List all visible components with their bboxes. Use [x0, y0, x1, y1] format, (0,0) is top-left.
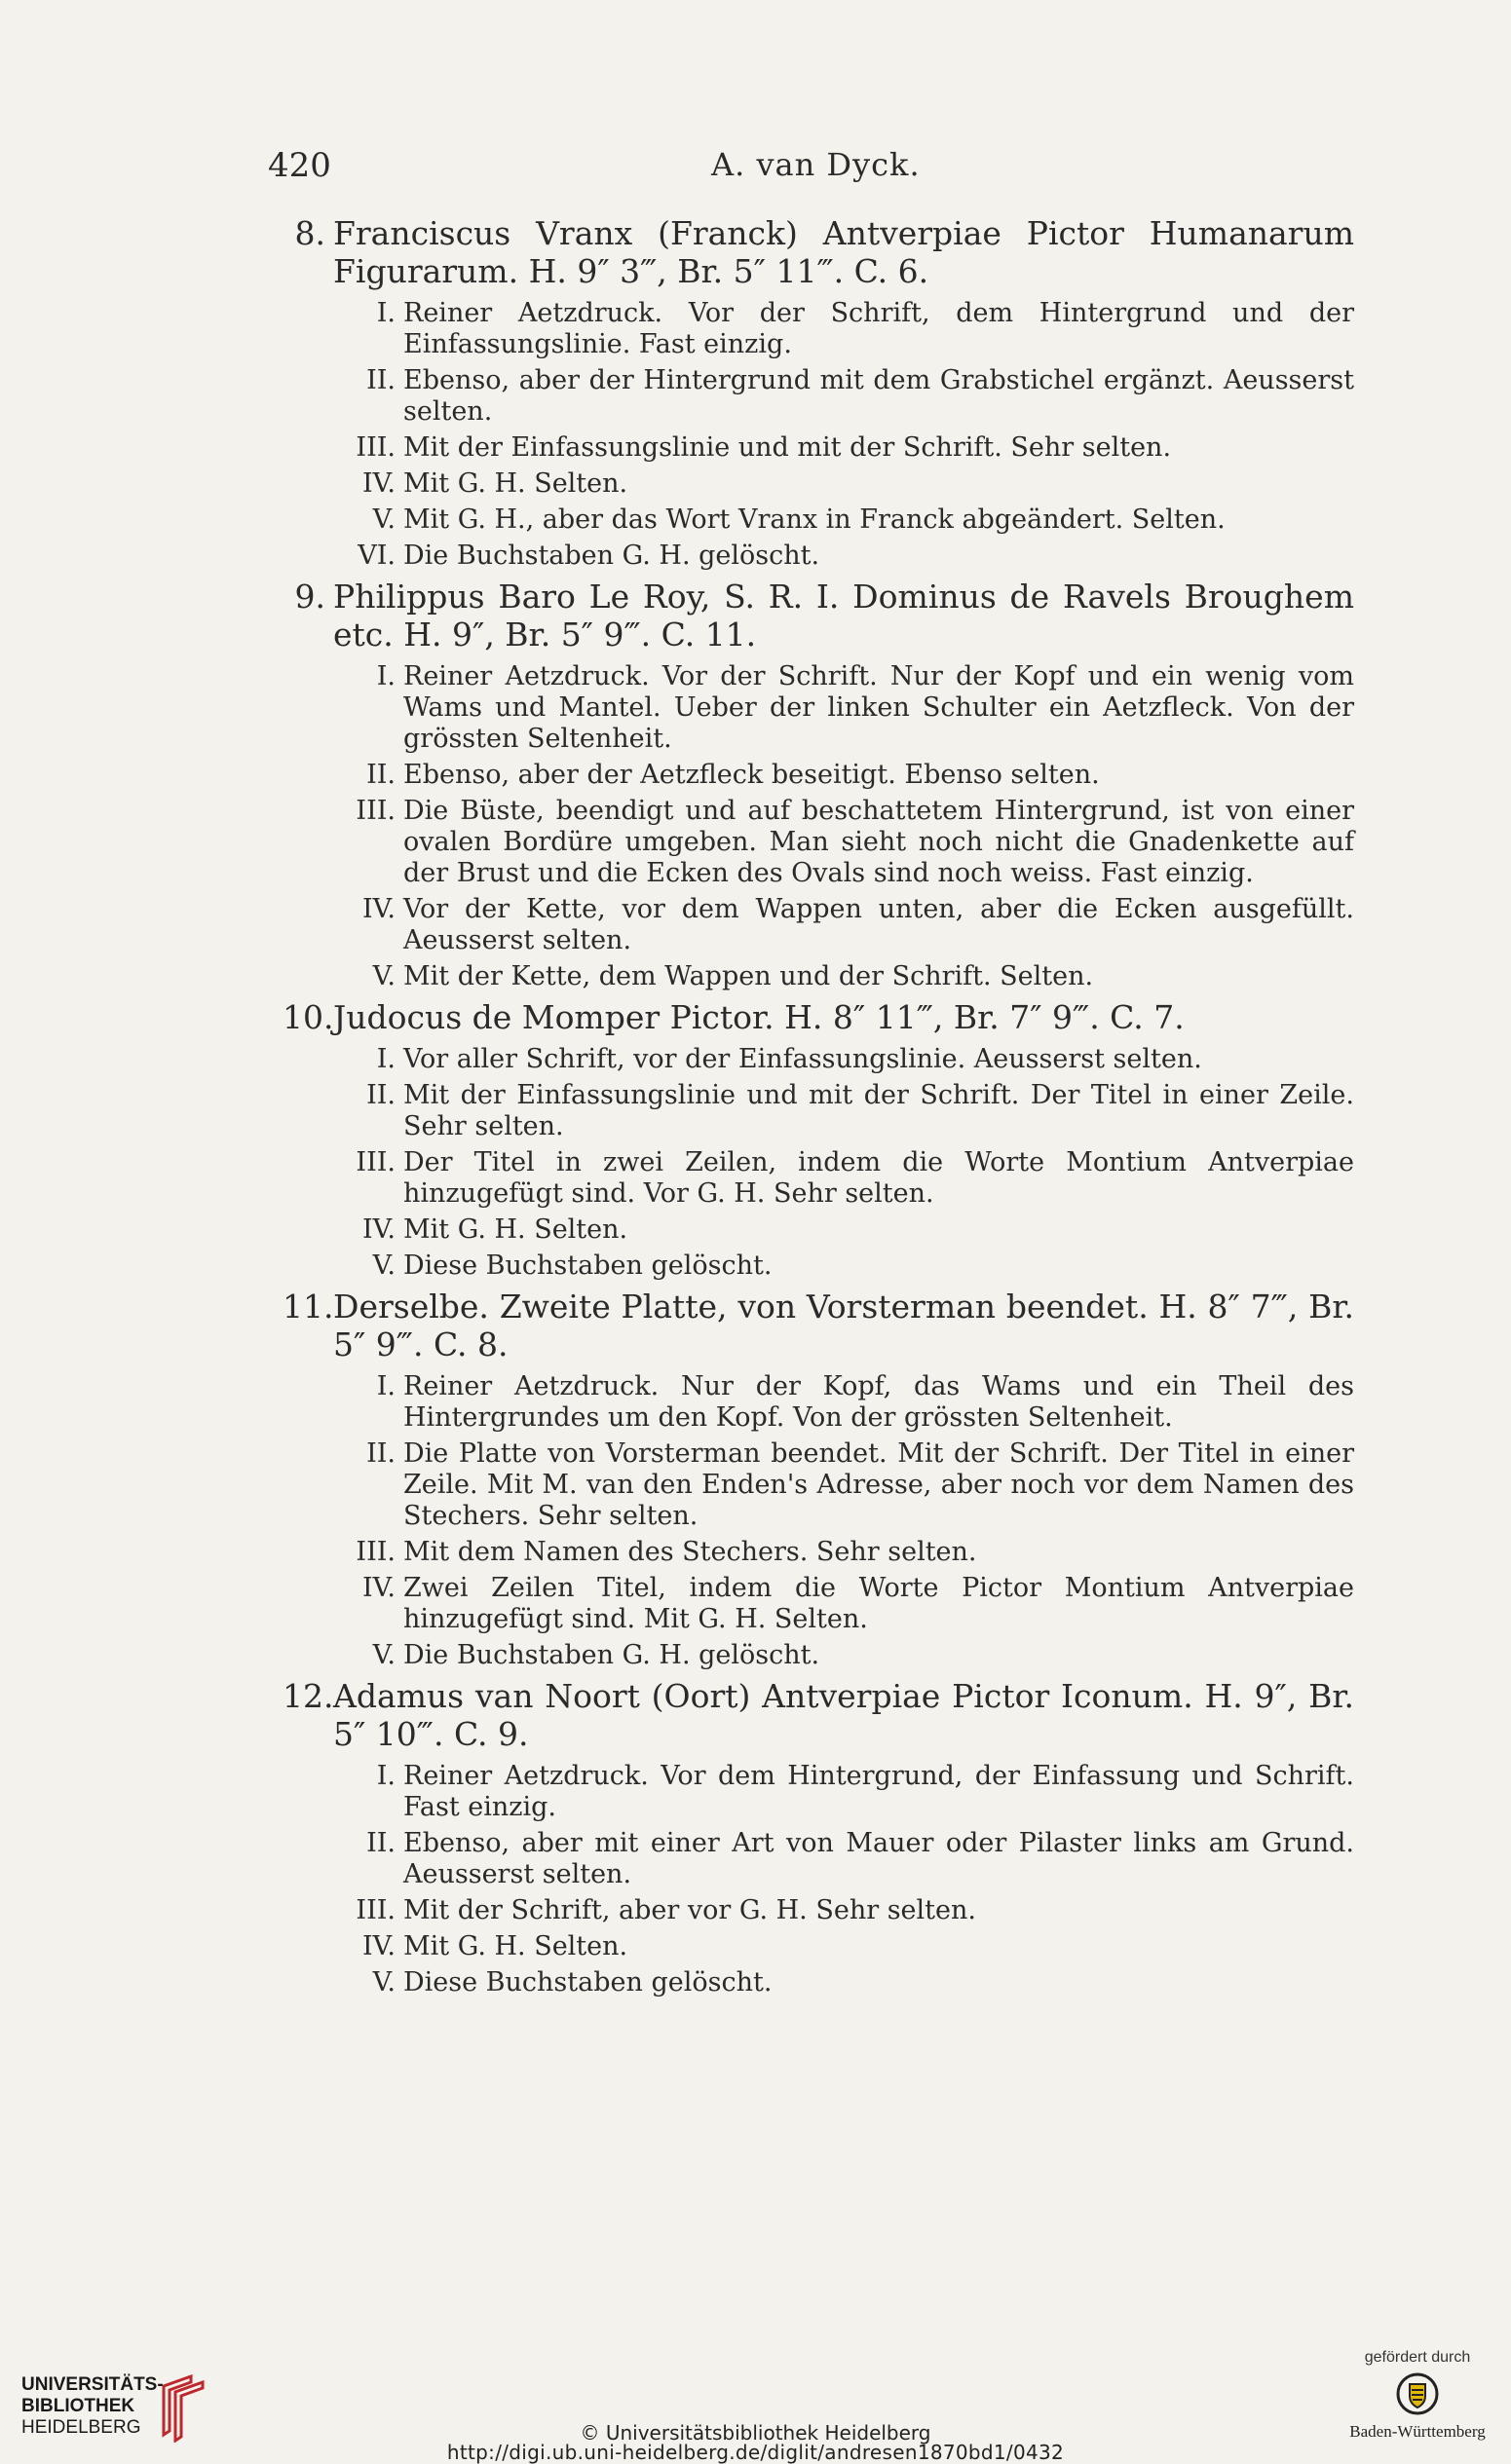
state-text: Ebenso, aber mit einer Art von Mauer oder Pilaster links am Grund. Aeusserst selten. — [403, 1828, 1354, 1889]
state-number: I. — [376, 1761, 396, 1791]
state-line — [283, 1761, 1354, 1823]
entry-number: 8. — [294, 214, 325, 252]
state-text: Zwei Zeilen Titel, indem die Worte Pictor Montium Antverpiae hinzugefügt sind. Mit G. H. Selten. — [403, 1573, 1354, 1634]
state-text: Mit G. H. Selten. — [403, 468, 628, 499]
state-text: Reiner Aetzdruck. Vor der Schrift. Nur der Kopf und ein wenig vom Wams und Mantel. Ueber der linken Schulter ein Aetzfleck. Von der grössten Seltenheit. — [403, 661, 1354, 754]
entry-number: 12. — [283, 1677, 334, 1715]
entry-title-text: Judocus de Momper Pictor. H. 8″ 11‴, Br. 7″ 9‴. C. 7. — [333, 998, 1185, 1036]
state-line — [283, 1080, 1354, 1142]
state-text: Ebenso, aber der Hintergrund mit dem Grabstichel ergänzt. Aeusserst selten. — [403, 365, 1354, 427]
state-line — [283, 1147, 1354, 1210]
state-number: I. — [376, 298, 396, 328]
state-number: II. — [366, 365, 396, 395]
entry-number: 10. — [283, 998, 334, 1036]
state-line — [283, 468, 1354, 500]
state-line — [283, 1214, 1354, 1246]
state-number: III. — [356, 796, 396, 826]
state-number: I. — [376, 661, 396, 691]
sponsor-label: gefördert durch — [1364, 2349, 1471, 2366]
catalogue-entry — [283, 1288, 1354, 1671]
state-number: II. — [366, 1438, 396, 1469]
state-text: Mit der Schrift, aber vor G. H. Sehr selten. — [403, 1895, 976, 1925]
state-line — [283, 1537, 1354, 1568]
state-text: Mit dem Namen des Stechers. Sehr selten. — [403, 1537, 977, 1567]
catalogue-entry — [283, 214, 1354, 572]
sponsor-name: Baden-Württemberg — [1349, 2422, 1486, 2441]
state-number: IV. — [361, 468, 396, 499]
page-number: 420 — [268, 146, 331, 185]
state-line — [283, 1573, 1354, 1635]
entry-title — [283, 998, 1354, 1036]
state-line — [283, 1251, 1354, 1282]
state-line — [283, 661, 1354, 755]
state-line — [283, 796, 1354, 889]
state-number: III. — [356, 1147, 396, 1177]
state-number: II. — [366, 1080, 396, 1110]
state-number: III. — [356, 1537, 396, 1567]
state-number: II. — [366, 760, 396, 790]
copyright-notice: © Universitätsbibliothek Heidelberg — [580, 2421, 931, 2445]
state-line — [283, 298, 1354, 360]
state-line — [283, 541, 1354, 572]
state-number: IV. — [361, 1573, 396, 1603]
catalogue-entries — [283, 214, 1354, 2004]
library-name-line: UNIVERSITÄTS- — [21, 2374, 164, 2395]
state-number: IV. — [361, 1214, 396, 1245]
state-text: Diese Buchstaben gelöscht. — [403, 1967, 773, 1997]
state-line — [283, 961, 1354, 992]
state-line — [283, 1640, 1354, 1671]
state-text: Ebenso, aber der Aetzfleck beseitigt. Ebenso selten. — [403, 760, 1100, 790]
catalogue-entry — [283, 1677, 1354, 1998]
state-line — [283, 894, 1354, 956]
entry-title — [283, 1677, 1354, 1753]
state-coat-of-arms-icon — [1396, 2372, 1439, 2415]
entry-title — [283, 1288, 1354, 1363]
state-text: Mit der Kette, dem Wappen und der Schrift. Selten. — [403, 961, 1094, 991]
sponsor-block[interactable] — [1335, 2349, 1500, 2442]
entry-title — [283, 214, 1354, 290]
library-name-line: HEIDELBERG — [21, 2417, 141, 2438]
state-number: I. — [376, 1371, 396, 1401]
state-text: Die Platte von Vorsterman beendet. Mit der Schrift. Der Titel in einer Zeile. Mit M. van den Enden's Adresse, aber noch vor dem Namen des Stechers. Sehr selten. — [403, 1438, 1354, 1531]
state-number: V. — [372, 1640, 396, 1670]
state-number: V. — [372, 1967, 396, 1997]
state-text: Diese Buchstaben gelöscht. — [403, 1251, 773, 1281]
state-number: V. — [372, 961, 396, 991]
running-head: A. van Dyck. — [711, 146, 921, 183]
entry-number: 9. — [294, 578, 325, 616]
entry-title-text: Derselbe. Zweite Platte, von Vorsterman beendet. H. 8″ 7‴, Br. 5″ 9‴. C. 8. — [333, 1288, 1354, 1363]
state-number: II. — [366, 1828, 396, 1858]
state-text: Reiner Aetzdruck. Nur der Kopf, das Wams und ein Theil des Hintergrundes um den Kopf. Von der grössten Seltenheit. — [403, 1371, 1354, 1433]
entry-title-text: Adamus van Noort (Oort) Antverpiae Pictor Iconum. H. 9″, Br. 5″ 10‴. C. 9. — [333, 1677, 1354, 1753]
state-number: IV. — [361, 894, 396, 924]
entry-title-text: Franciscus Vranx (Franck) Antverpiae Pictor Humanarum Figurarum. H. 9″ 3‴, Br. 5″ 11‴. C. 6. — [333, 214, 1354, 290]
state-line — [283, 1895, 1354, 1926]
state-text: Vor der Kette, vor dem Wappen unten, aber die Ecken ausgefüllt. Aeusserst selten. — [403, 894, 1354, 955]
page-header — [268, 146, 1359, 185]
state-number: I. — [376, 1044, 396, 1074]
state-number: IV. — [361, 1931, 396, 1961]
page-footer — [0, 2333, 1511, 2464]
library-name-line: BIBLIOTHEK — [21, 2396, 135, 2416]
state-line — [283, 1828, 1354, 1890]
entry-title — [283, 578, 1354, 653]
entry-title-text: Philippus Baro Le Roy, S. R. I. Dominus de Ravels Broughem etc. H. 9″, Br. 5″ 9‴. C. 11. — [333, 578, 1354, 653]
state-number: VI. — [358, 541, 396, 571]
state-text: Mit der Einfassungslinie und mit der Schrift. Der Titel in einer Zeile. Sehr selten. — [403, 1080, 1354, 1141]
state-text: Mit G. H. Selten. — [403, 1931, 628, 1961]
state-text: Reiner Aetzdruck. Vor der Schrift, dem Hintergrund und der Einfassungslinie. Fast einzig. — [403, 298, 1354, 359]
entry-number: 11. — [283, 1288, 334, 1325]
state-number: V. — [372, 504, 396, 535]
state-text: Vor aller Schrift, vor der Einfassungslinie. Aeusserst selten. — [403, 1044, 1202, 1074]
state-text: Die Buchstaben G. H. gelöscht. — [403, 541, 820, 571]
state-line — [283, 1931, 1354, 1962]
state-line — [283, 504, 1354, 536]
state-text: Mit G. H. Selten. — [403, 1214, 628, 1245]
state-text: Die Buchstaben G. H. gelöscht. — [403, 1640, 820, 1670]
catalogue-entry — [283, 998, 1354, 1282]
state-text: Mit der Einfassungslinie und mit der Schrift. Sehr selten. — [403, 432, 1172, 463]
state-line — [283, 760, 1354, 791]
state-number: V. — [372, 1251, 396, 1281]
state-line — [283, 1967, 1354, 1998]
state-line — [283, 1371, 1354, 1434]
state-line — [283, 1044, 1354, 1075]
state-text: Mit G. H., aber das Wort Vranx in Franck abgeändert. Selten. — [403, 504, 1226, 535]
catalogue-entry — [283, 578, 1354, 992]
state-line — [283, 1438, 1354, 1532]
state-text: Der Titel in zwei Zeilen, indem die Worte Montium Antverpiae hinzugefügt sind. Vor G. H. Sehr selten. — [403, 1147, 1354, 1209]
state-text: Die Büste, beendigt und auf beschattetem Hintergrund, ist von einer ovalen Bordüre umgeben. Man sieht noch nicht die Gnadenkette auf der Brust und die Ecken des Ovals sind noch weiss. Fast einzig. — [403, 796, 1354, 888]
state-number: III. — [356, 432, 396, 463]
permalink-url[interactable]: http://digi.ub.uni-heidelberg.de/diglit/andresen1870bd1/0432 — [446, 2441, 1065, 2464]
state-number: III. — [356, 1895, 396, 1925]
state-line — [283, 432, 1354, 464]
state-text: Reiner Aetzdruck. Vor dem Hintergrund, der Einfassung und Schrift. Fast einzig. — [403, 1761, 1354, 1822]
state-line — [283, 365, 1354, 428]
